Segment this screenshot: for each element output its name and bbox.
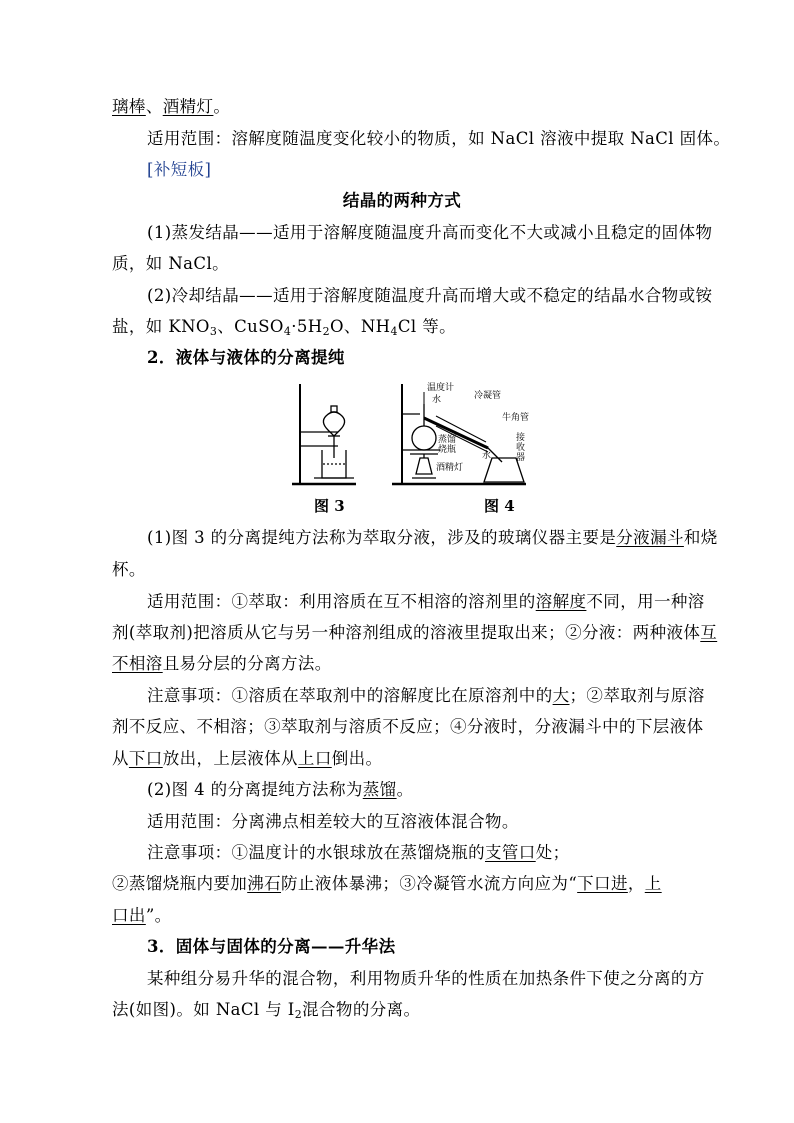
answer-blank: 璃棒: [112, 97, 146, 116]
text-line-18: (2)图 4 的分离提纯方法称为蒸馏。: [147, 780, 414, 799]
figure-4-caption: 图 4: [484, 497, 515, 515]
text-line-21: ②蒸馏烧瓶内要加沸石防止液体暴沸；③冷凝管水流方向应为“下口进，上: [112, 874, 662, 893]
text-line-10: (1)图 3 的分离提纯方法称为萃取分液，涉及的玻璃仪器主要是分液漏斗和烧: [147, 528, 718, 547]
scope-paragraph: 适用范围：溶解度随温度变化较小的物质，如 NaCl 溶液中提取 NaCl 固体。: [147, 129, 731, 148]
section-heading: 结晶的两种方式: [342, 191, 462, 210]
answer-blank: 分液漏斗: [616, 528, 684, 547]
answer-blank: 溶解度: [535, 592, 587, 611]
text-line-22: 口出”。: [112, 906, 172, 925]
text-line-11: 杯。: [112, 560, 146, 579]
subsection-heading: 2．液体与液体的分离提纯: [147, 348, 345, 367]
svg-text:蒸馏: 蒸馏: [438, 435, 457, 445]
answer-blank: 上口: [297, 749, 332, 768]
svg-text:酒精灯: 酒精灯: [436, 463, 464, 473]
text-line-1: 璃棒、酒精灯。: [112, 97, 231, 116]
answer-blank: 口出: [112, 906, 146, 925]
text-line-17: 从下口放出，上层液体从上口倒出。: [112, 749, 383, 768]
text-line-6: 质，如 NaCl。: [112, 254, 230, 273]
answer-blank: 支管口: [485, 843, 536, 862]
text-line-12: 适用范围：①萃取：利用溶质在互不相溶的溶剂里的溶解度不同，用一种溶: [147, 592, 705, 611]
answer-blank: 不相溶: [112, 654, 163, 673]
text-line-8: 盐，如 $KNO_3$、$CuSO_4\cdot 5H_2O$、$NH_4Cl$ 等。: [112, 317, 457, 338]
svg-text:器: 器: [516, 453, 526, 463]
text-line-25: 法(如图)。如 NaCl 与 $I_2$混合物的分离。: [112, 1000, 421, 1021]
text-line-24: 某种组分易升华的混合物，利用物质升华的性质在加热条件下使之分离的方: [147, 969, 705, 988]
text-line-14: 不相溶且易分层的分离方法。: [112, 654, 332, 673]
subsection-heading: 3．固体与固体的分离——升华法: [147, 937, 396, 956]
figure-3-separatory-funnel: [292, 384, 356, 484]
text-line-13: 剂(萃取剂)把溶质从它与另一种溶剂组成的溶液里提取出来；②分液：两种液体互: [112, 623, 718, 642]
svg-text:收: 收: [516, 443, 526, 453]
figure-3-caption: 图 3: [314, 497, 345, 515]
svg-text:接: 接: [516, 433, 526, 443]
text-line-7: (2)冷却结晶——适用于溶解度随温度升高而增大或不稳定的结晶水合物或铵: [147, 286, 713, 305]
text-line-19: 适用范围：分离沸点相差较大的互溶液体混合物。: [147, 812, 519, 831]
svg-text:冷凝管: 冷凝管: [474, 391, 502, 401]
answer-blank: 沸石: [247, 874, 282, 893]
text-line-20: 注意事项：①温度计的水银球放在蒸馏烧瓶的支管口处；: [147, 843, 570, 862]
answer-blank: 下口: [128, 749, 163, 768]
answer-blank: 大: [552, 686, 570, 705]
answer-blank: 酒精灯: [162, 97, 214, 116]
svg-text:温度计: 温度计: [427, 383, 455, 393]
answer-blank: 蒸馏: [362, 780, 397, 799]
supplement-tag: [补短板]: [147, 160, 212, 179]
apparatus-figures: [290, 378, 530, 494]
svg-text:烧瓶: 烧瓶: [438, 445, 457, 455]
answer-blank: 上: [644, 874, 662, 893]
text-line-16: 剂不反应、不相溶；③萃取剂与溶质不反应；④分液时，分液漏斗中的下层液体: [112, 717, 704, 736]
svg-text:水: 水: [432, 395, 442, 405]
svg-text:牛角管: 牛角管: [502, 413, 530, 423]
answer-blank: 下口进: [577, 874, 628, 893]
text-line-5: (1)蒸发结晶——适用于溶解度随温度升高而变化不大或减小且稳定的固体物: [147, 223, 713, 242]
answer-blank: 互: [700, 623, 718, 642]
svg-text:水: 水: [482, 451, 492, 461]
text-line-15: 注意事项：①溶质在萃取剂中的溶解度比在原溶剂中的大；②萃取剂与原溶: [147, 686, 705, 705]
